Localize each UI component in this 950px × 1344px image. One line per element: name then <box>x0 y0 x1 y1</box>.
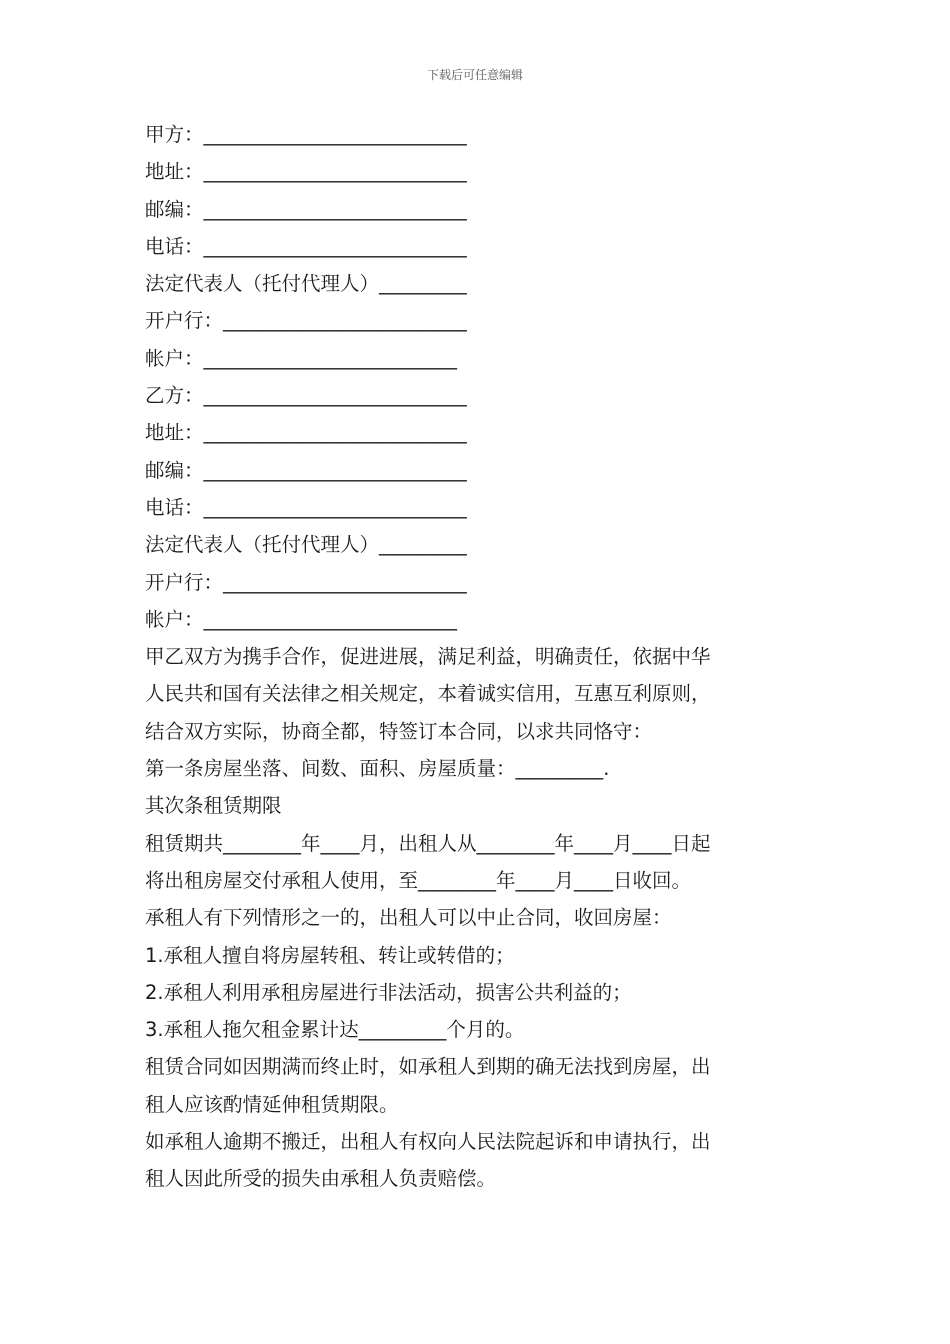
paragraph-line: 租人应该酌情延伸租赁期限。 <box>145 1092 399 1116</box>
party-a-field: 甲方：___________________________ <box>145 123 467 146</box>
lease-term-paragraph <box>145 825 810 900</box>
termination-intro: 承租人有下列情形之一的，出租人可以中止合同，收回房屋： <box>145 906 672 930</box>
contract-body <box>145 116 810 1198</box>
party-b-field: 乙方：___________________________ <box>145 384 467 408</box>
paragraph-line: 结合双方实际，协商全都，特签订本合同，以求共同恪守： <box>145 719 653 743</box>
list-item: 2.承租人利用承租房屋进行非法活动，损害公共利益的； <box>145 980 632 1004</box>
article-1: 第一条房屋坐落、间数、面积、房屋质量：_________. <box>145 757 610 781</box>
list-item: 1.承租人擅自将房屋转租、转让或转借的； <box>145 943 515 967</box>
legal-representative-field: 法定代表人（托付代理人）_________ <box>145 272 467 296</box>
list-item: 3.承租人拖欠租金累计达_________个月的。 <box>145 1018 525 1042</box>
paragraph-line: 将出租房屋交付承租人使用，至________年____月____日收回。 <box>145 868 692 892</box>
postcode-field: 邮编：___________________________ <box>145 197 467 221</box>
bank-field: 开户行：_________________________ <box>145 570 467 594</box>
phone-field: 电话：___________________________ <box>145 234 467 258</box>
eviction-paragraph <box>145 1123 810 1198</box>
address-field: 地址：___________________________ <box>145 421 467 445</box>
page-header: 下载后可任意编辑 <box>426 68 523 82</box>
bank-field: 开户行：_________________________ <box>145 309 467 333</box>
paragraph-line: 租赁期共________年____月，出租人从________年____月____日起 <box>145 831 711 855</box>
article-2-title: 其次条租赁期限 <box>145 794 282 818</box>
intro-paragraph <box>145 638 810 750</box>
paragraph-line: 如承租人逾期不搬迁，出租人有权向人民法院起诉和申请执行，出 <box>145 1130 711 1154</box>
paragraph-line: 甲乙双方为携手合作，促进进展，满足利益，明确责任，依据中华 <box>145 645 711 669</box>
paragraph-line: 租人因此所受的损失由承租人负责赔偿。 <box>145 1167 497 1191</box>
renewal-paragraph <box>145 1048 810 1123</box>
address-field: 地址：___________________________ <box>145 160 467 184</box>
phone-field: 电话：___________________________ <box>145 495 467 519</box>
postcode-field: 邮编：___________________________ <box>145 458 467 482</box>
account-field: 帐户：__________________________ <box>145 607 458 631</box>
paragraph-line: 租赁合同如因期满而终止时，如承租人到期的确无法找到房屋，出 <box>145 1055 711 1079</box>
account-field: 帐户：__________________________ <box>145 346 458 370</box>
paragraph-line: 人民共和国有关法律之相关规定，本着诚实信用，互惠互利原则， <box>145 682 711 706</box>
legal-representative-field: 法定代表人（托付代理人）_________ <box>145 533 467 557</box>
